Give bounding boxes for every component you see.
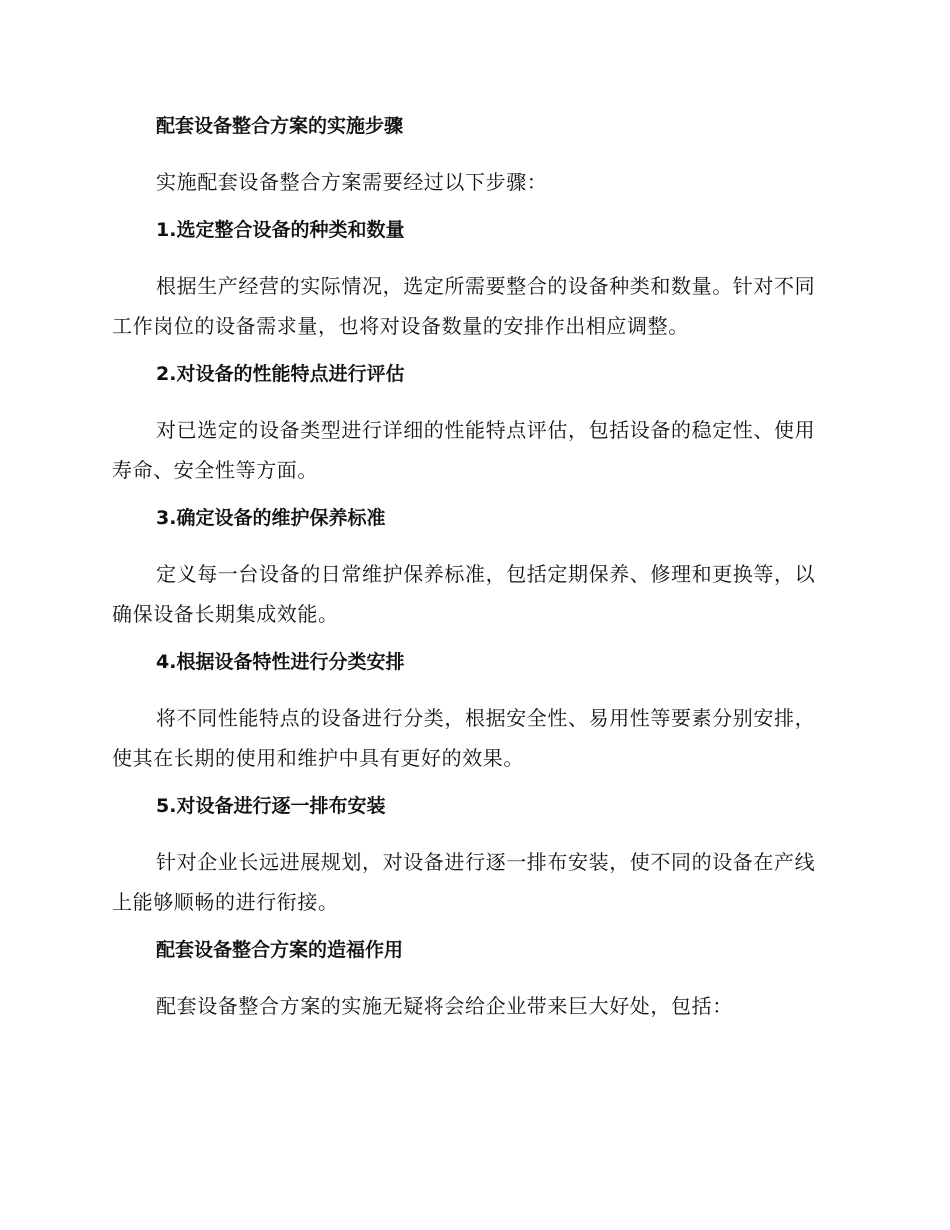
section-heading-implementation-steps: 配套设备整合方案的实施步骤 (156, 115, 404, 137)
step-4-paragraph: 将不同性能特点的设备进行分类，根据安全性、易用性等要素分别安排，使其在长期的使用和维护中具有更好的效果。 (112, 706, 816, 770)
step-1-heading: 1.选定整合设备的种类和数量 (156, 219, 405, 241)
step-5-paragraph: 针对企业长远进展规划，对设备进行逐一排布安装，使不同的设备在产线上能够顺畅的进行衔接。 (112, 850, 816, 914)
step-4-heading: 4.根据设备特性进行分类安排 (156, 651, 405, 673)
section-heading-benefits: 配套设备整合方案的造福作用 (156, 939, 404, 961)
step-2-paragraph: 对已选定的设备类型进行详细的性能特点评估，包括设备的稳定性、使用寿命、安全性等方面。 (112, 418, 816, 482)
step-2-heading: 2.对设备的性能特点进行评估 (156, 363, 405, 385)
step-5-heading: 5.对设备进行逐一排布安装 (156, 795, 386, 817)
document-page (112, 110, 832, 1038)
section-intro-paragraph: 实施配套设备整合方案需要经过以下步骤： (156, 170, 548, 194)
step-3-heading: 3.确定设备的维护保养标准 (156, 507, 386, 529)
step-1-paragraph: 根据生产经营的实际情况，选定所需要整合的设备种类和数量。针对不同工作岗位的设备需求量，也将对设备数量的安排作出相应调整。 (112, 274, 816, 338)
step-3-paragraph: 定义每一台设备的日常维护保养标准，包括定期保养、修理和更换等，以确保设备长期集成效能。 (112, 562, 816, 626)
benefits-intro-paragraph: 配套设备整合方案的实施无疑将会给企业带来巨大好处，包括： (156, 994, 733, 1018)
